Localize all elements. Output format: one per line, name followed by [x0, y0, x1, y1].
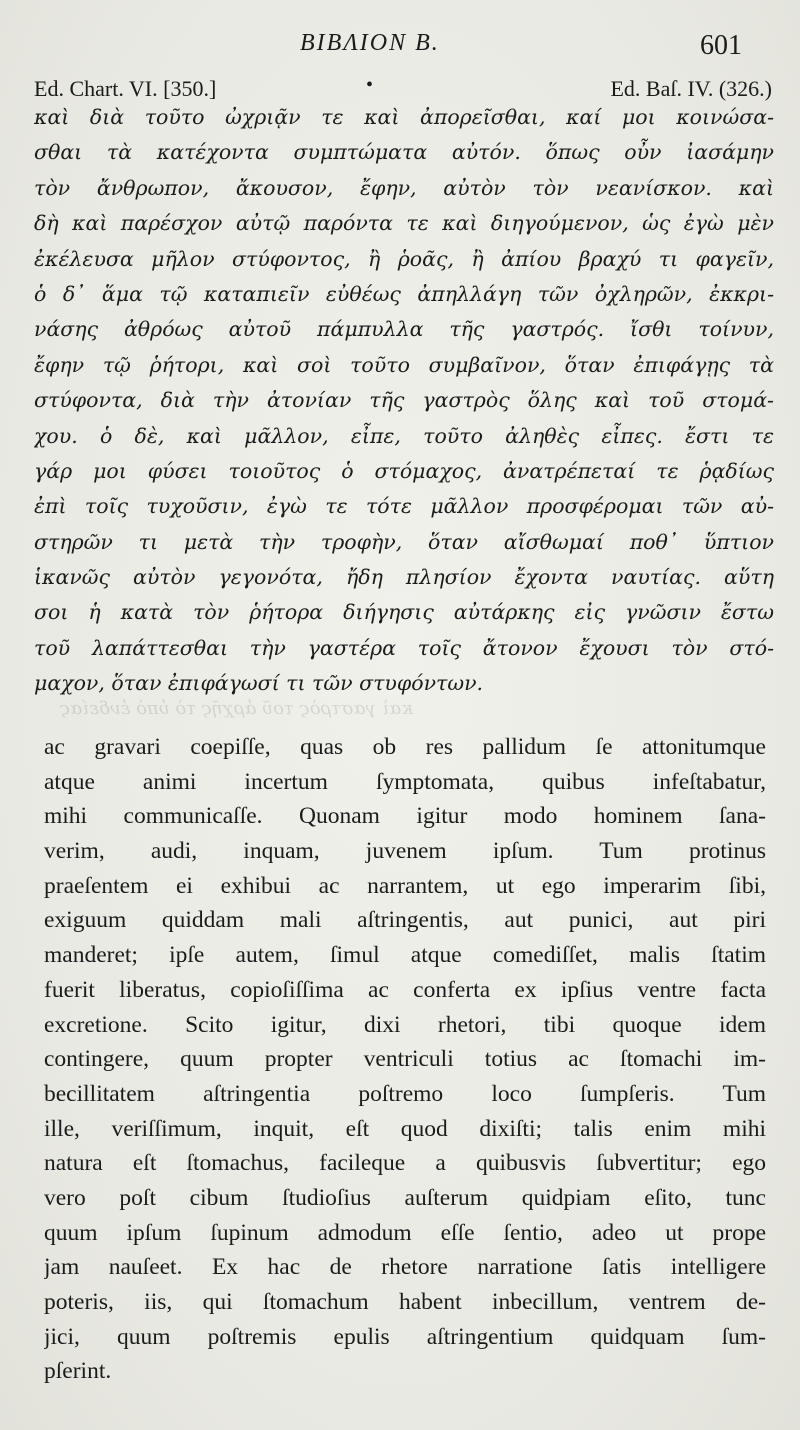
- greek-line-9: στύφοντα, διὰ τὴν ἀτονίαν τῆς γαστρὸς ὅλης καὶ τοῦ στομά-: [34, 388, 774, 413]
- latin-line-5: praeſentem ei exhibui ac narrantem, ut ego imperarim ſibi,: [44, 872, 766, 899]
- greek-line-12: ἐπὶ τοῖς τυχοῦσιν, ἐγὼ τε τότε μᾶλλον προσφέρομαι τῶν αὐ-: [34, 494, 774, 519]
- greek-line-3: τὸν ἄνθρωπον, ἄκουσον, ἔφην, αὐτὸν τὸν νεανίσκον. καὶ: [34, 175, 774, 200]
- greek-line-14: ἱκανῶς αὐτὸν γεγονότα, ἤδη πλησίον ἔχοντα ναυτίας. αὕτη: [34, 565, 774, 590]
- latin-line-4: verim, audi, inquam, juvenem ipſum. Tum protinus: [44, 838, 766, 865]
- greek-line-15: σοι ἡ κατὰ τὸν ῥήτορα διήγησις αὐτάρκης εἰς γνῶσιν ἔστω: [34, 600, 774, 625]
- greek-line-2: σθαι τὰ κατέχοντα συμπτώματα αὐτόν. ὅπως οὖν ἰασάμην: [34, 140, 774, 165]
- latin-line-15: quum ipſum ſupinum admodum eſſe ſentio, adeo ut prope: [44, 1219, 766, 1246]
- greek-line-4: δὴ καὶ παρέσχον αὐτῷ παρόντα τε καὶ διηγούμενον, ὡς ἐγὼ μὲν: [34, 211, 774, 236]
- show-through-bleed: καὶ γαστρὸς τοῦ ἀρχῆς τὸ ὑπὸ ἐνδείας: [60, 698, 414, 719]
- latin-line-13: natura eſt ſtomachus, facileque a quibusvis ſubvertitur; ego: [44, 1150, 766, 1177]
- greek-line-13: στηρῶν τι μετὰ τὴν τροφὴν, ὅταν αἴσθωμαί ποθ᾽ ὕπτιον: [34, 529, 774, 554]
- latin-line-8: fuerit liberatus, copioſiſſima ac conferta ex ipſius ventre facta: [44, 976, 766, 1003]
- latin-line-3: mihi communicaſſe. Quonam igitur modo hominem ſana-: [44, 803, 766, 830]
- latin-line-16: jam nauſeet. Ex hac de rhetore narratione ſatis intelligere: [44, 1254, 766, 1281]
- greek-text-block: [34, 100, 774, 702]
- printer-dot: •: [366, 74, 374, 96]
- greek-line-10: χου. ὁ δὲ, καὶ μᾶλλον, εἶπε, τοῦτο ἀληθὲς εἶπες. ἔστι τε: [34, 423, 774, 448]
- greek-line-5: ἐκέλευσα μῆλον στύφοντος, ἢ ῥοᾶς, ἢ ἀπίου βραχύ τι φαγεῖν,: [34, 246, 774, 271]
- latin-line-18: jici, quum poſtremis epulis aſtringentium quidquam ſum-: [44, 1323, 766, 1350]
- greek-line-16: τοῦ λαπάττεσθαι τὴν γαστέρα τοῖς ἄτονον ἔχουσι τὸν στό-: [34, 635, 774, 660]
- greek-line-6: ὁ δ᾽ ἅμα τῷ καταπιεῖν εὐθέως ἀπηλλάγη τῶν ὀχληρῶν, ἐκκρι-: [34, 281, 774, 306]
- latin-line-14: vero poſt cibum ſtudioſius auſterum quidpiam eſito, tunc: [44, 1184, 766, 1211]
- page-number: 601: [700, 30, 742, 61]
- greek-line-17: μαχον, ὅταν ἐπιφάγωσί τι τῶν στυφόντων.: [34, 671, 484, 696]
- latin-text-block: [44, 730, 766, 1389]
- basel-edition-ref: Ed. Baſ. IV. (326.): [610, 76, 772, 101]
- book-title: BIBΛΙΟΝ B.: [300, 30, 440, 56]
- greek-line-1: καὶ διὰ τοῦτο ὠχριᾷν τε καὶ ἀπορεῖσθαι, καί μοι κοινώσα-: [34, 105, 774, 129]
- greek-line-11: γάρ μοι φύσει τοιοῦτος ὁ στόμαχος, ἀνατρέπεταί τε ῥᾳδίως: [34, 458, 774, 483]
- greek-line-8: ἔφην τῷ ῥήτορι, καὶ σοὶ τοῦτο συμβαῖνον, ὅταν ἐπιφάγῃς τὰ: [34, 352, 774, 377]
- latin-line-1: ac gravari coepiſſe, quas ob res pallidum ſe attonitumque: [44, 734, 766, 760]
- latin-line-10: contingere, quum propter ventriculi totius ac ſtomachi im-: [44, 1046, 766, 1073]
- latin-line-11: becillitatem aſtringentia poſtremo loco ſumpſeris. Tum: [44, 1080, 766, 1107]
- greek-line-7: νάσης ἀθρόως αὐτοῦ πάμπυλλα τῆς γαστρός. ἴσθι τοίνυν,: [34, 317, 774, 342]
- latin-line-12: ille, veriſſimum, inquit, eſt quod dixiſti; talis enim mihi: [44, 1115, 766, 1142]
- running-head: [0, 30, 800, 66]
- latin-line-6: exiguum quiddam mali aſtringentis, aut punici, aut piri: [44, 907, 766, 934]
- latin-line-7: manderet; ipſe autem, ſimul atque comediſſet, malis ſtatim: [44, 942, 766, 969]
- latin-line-19: pſerint.: [44, 1358, 112, 1385]
- latin-line-2: atque animi incertum ſymptomata, quibus infeſtabatur,: [44, 768, 766, 795]
- latin-line-17: poteris, iis, qui ſtomachum habent inbecillum, ventrem de-: [44, 1289, 766, 1315]
- chartier-edition-ref: Ed. Chart. VI. [350.]: [34, 76, 217, 101]
- latin-line-9: excretione. Scito igitur, dixi rhetori, tibi quoque idem: [44, 1011, 766, 1038]
